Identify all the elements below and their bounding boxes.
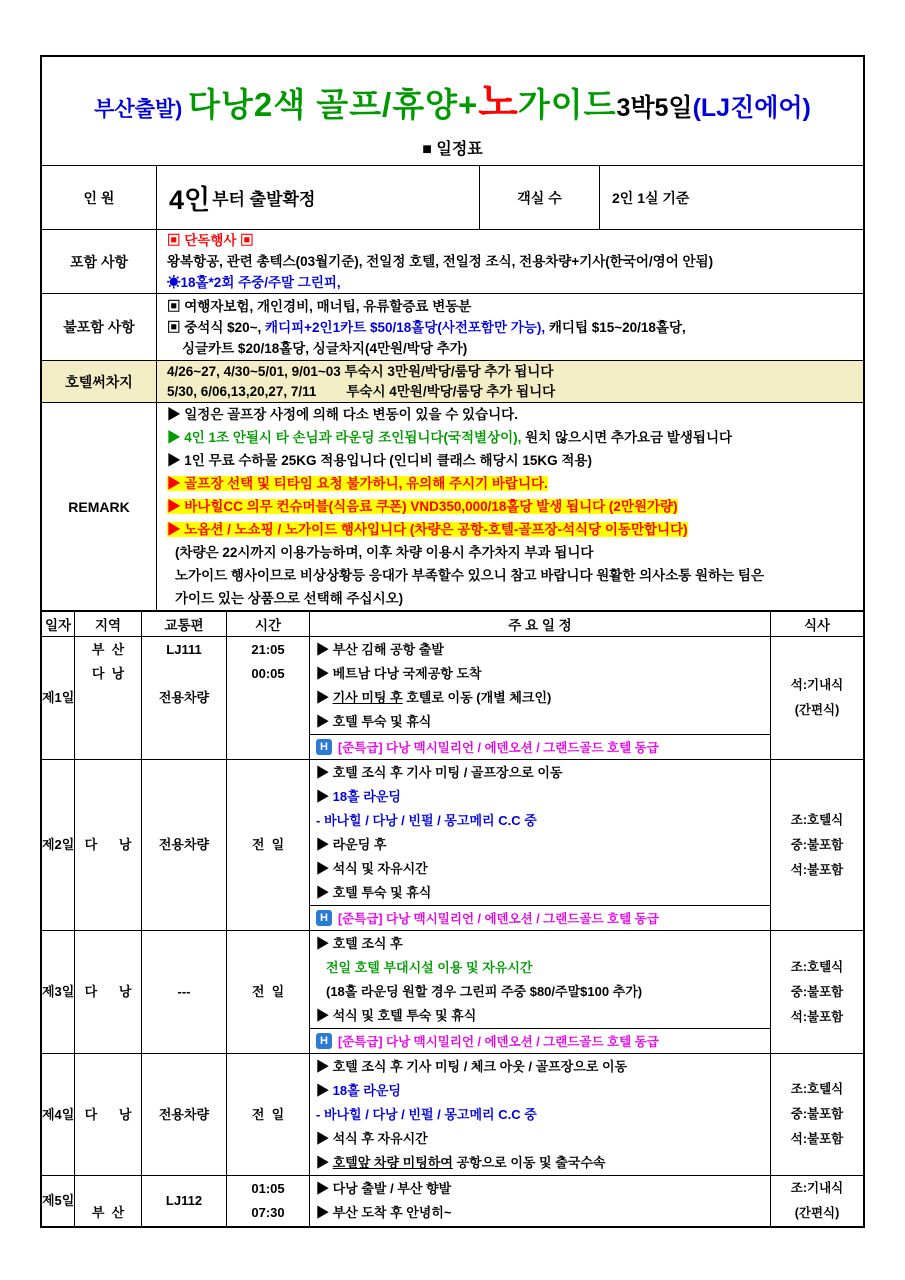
row-excluded bbox=[42, 293, 863, 360]
text-segment: ▶ 4인 1조 안될시 타 손님과 라운딩 조인됩니다(국적별상이), bbox=[167, 430, 522, 445]
text-segment: ▶ bbox=[316, 690, 333, 705]
meal-entry: 조:호텔식 bbox=[790, 1082, 844, 1096]
text-segment: ▶ 1인 무료 수하물 25KG 적용입니다 (인디비 클래스 해당시 15KG 적용) bbox=[167, 453, 592, 468]
day-region bbox=[75, 1054, 142, 1175]
meal-entry: 중:불포함 bbox=[790, 1107, 844, 1121]
schedule-line bbox=[316, 686, 766, 710]
schedule-line bbox=[316, 710, 766, 734]
day-time bbox=[227, 637, 310, 759]
people-label: 인 원 bbox=[42, 166, 157, 229]
day-number-value: 제1일 bbox=[42, 690, 75, 705]
day-transport-value: --- bbox=[177, 984, 191, 999]
day-number-value: 제4일 bbox=[42, 1106, 75, 1122]
day-schedule-lines bbox=[310, 1054, 770, 1175]
day-meals bbox=[771, 1176, 863, 1226]
text-segment: 호텔앞 차량 미팅하여 bbox=[332, 1155, 453, 1170]
text-segment: 캐디팁 $15~20/18홀당, bbox=[545, 319, 686, 335]
schedule-header-row bbox=[42, 610, 863, 636]
hotel-grade-line bbox=[310, 734, 770, 759]
schedule-line bbox=[316, 881, 766, 905]
day-transport bbox=[142, 931, 227, 1053]
header-day: 일자 bbox=[42, 612, 75, 636]
day-row bbox=[42, 1175, 863, 1226]
title-main-green2: 가이드 bbox=[517, 86, 617, 123]
people-value bbox=[157, 166, 480, 229]
text-segment: 4/26~27, 4/30~5/01, 9/01~03 투숙시 3만원/박당/룸당 추가 됩니다 bbox=[167, 363, 554, 379]
meal-entry: 석:불포함 bbox=[790, 1009, 844, 1024]
header-region: 지역 bbox=[75, 612, 142, 636]
day-transport bbox=[142, 1054, 227, 1175]
day-row bbox=[42, 930, 863, 1053]
subtitle-schedule: ■ 일정표 bbox=[422, 141, 483, 158]
schedule-line bbox=[316, 662, 766, 686]
text-segment: ▶ 석식 및 호텔 투숙 및 휴식 bbox=[316, 1008, 477, 1023]
text-segment: ▶ 라운딩 후 bbox=[316, 837, 387, 852]
text-segment: 왕복항공, 관련 총텍스(03월기준), 전일정 호텔, 전일정 조식, 전용차량+기사(한국어/영어 안됨) bbox=[167, 254, 714, 269]
text-segment: ▶ 석식 후 자유시간 bbox=[316, 1131, 428, 1146]
text-segment: 싱글카트 $20/18홀당, 싱글차지(4만원/박당 추가) bbox=[167, 340, 468, 356]
schedule-line bbox=[316, 638, 766, 662]
day-main-schedule bbox=[310, 1176, 771, 1226]
remark-line bbox=[167, 472, 857, 495]
schedule-line bbox=[316, 1201, 766, 1225]
day-number-value: 제2일 bbox=[42, 837, 75, 852]
day-region-value bbox=[75, 1177, 141, 1201]
room-label: 객실 수 bbox=[480, 166, 600, 229]
day-transport-value: 전용차량 bbox=[158, 1106, 210, 1122]
text-segment: 공항으로 이동 및 출국수속 bbox=[452, 1155, 606, 1170]
remark-line bbox=[167, 495, 857, 518]
text-segment: ▣ 여행자보험, 개인경비, 매너팁, 유류할증료 변동분 bbox=[167, 298, 472, 314]
hotel-icon: H bbox=[316, 1033, 332, 1049]
day-meals bbox=[771, 1054, 863, 1175]
day-row bbox=[42, 759, 863, 930]
day-schedule-lines bbox=[310, 637, 770, 734]
meal-entry: 중:불포함 bbox=[790, 984, 844, 999]
schedule-line bbox=[316, 809, 766, 833]
day-time-value: 01:05 bbox=[251, 1181, 285, 1196]
remark-line bbox=[167, 426, 857, 449]
surcharge-content bbox=[157, 361, 863, 402]
day-number-value: 제5일 bbox=[42, 1193, 75, 1208]
remark-line bbox=[167, 518, 857, 541]
schedule-line bbox=[316, 1103, 766, 1127]
day-meals bbox=[771, 931, 863, 1053]
text-segment: ▶ 호텔 투숙 및 휴식 bbox=[316, 885, 432, 900]
text-segment: ▶ 노옵션 / 노쇼핑 / 노가이드 행사입니다 (차량은 공항-호텔-골프장-석식당 이동만합니다) bbox=[167, 522, 688, 537]
day-number bbox=[42, 1176, 75, 1226]
remark-content bbox=[157, 403, 863, 610]
text-segment: 기사 미팅 후 bbox=[332, 690, 403, 705]
day-time bbox=[227, 931, 310, 1053]
row-remark bbox=[42, 402, 863, 610]
text-segment: ▶ 골프장 선택 및 티타임 요청 불가하니, 유의해 주시기 바랍니다. bbox=[167, 476, 548, 491]
day-number bbox=[42, 760, 75, 930]
text-segment: 전일 호텔 부대시설 이용 및 자유시간 bbox=[326, 960, 533, 975]
day-time-value: 전 일 bbox=[251, 1106, 285, 1122]
room-value: 2인 1실 기준 bbox=[612, 189, 690, 206]
remark-line bbox=[167, 403, 857, 426]
day-row bbox=[42, 636, 863, 759]
day-region bbox=[75, 1176, 142, 1226]
schedule-line bbox=[316, 1004, 766, 1028]
header-transport: 교통편 bbox=[142, 612, 227, 636]
hotel-icon: H bbox=[316, 910, 332, 926]
schedule-line bbox=[316, 932, 766, 956]
day-number bbox=[42, 1054, 75, 1175]
included-line bbox=[167, 230, 857, 251]
title-block bbox=[42, 57, 863, 165]
day-transport-value: LJ111 bbox=[166, 642, 202, 657]
day-transport bbox=[142, 1176, 227, 1226]
meal-entry: 석:기내식 bbox=[790, 678, 844, 692]
text-segment: 18홀 라운딩 bbox=[332, 789, 401, 804]
text-segment: ▶ 호텔 투숙 및 휴식 bbox=[316, 714, 432, 729]
text-segment: 원치 않으시면 추가요금 발생됩니다 bbox=[521, 430, 733, 445]
day-meals bbox=[771, 637, 863, 759]
surcharge-line bbox=[167, 382, 857, 402]
meal-entry: 조:호텔식 bbox=[790, 812, 844, 827]
title-main-green1: 다낭2색 골프/휴양+ bbox=[188, 86, 479, 123]
excluded-line bbox=[167, 317, 857, 338]
hotel-grade-text: [준특급] 다낭 맥시밀리언 / 에덴오션 / 그랜드골드 호텔 동급 bbox=[338, 912, 659, 926]
text-segment: 가이드 있는 상품으로 선택해 주십시오) bbox=[175, 591, 404, 606]
day-transport-value bbox=[142, 662, 226, 686]
people-count: 4인 bbox=[169, 185, 211, 215]
day-meals bbox=[771, 760, 863, 930]
hotel-grade-text: [준특급] 다낭 맥시밀리언 / 에덴오션 / 그랜드골드 호텔 동급 bbox=[338, 1035, 659, 1049]
day-schedule-lines bbox=[310, 931, 770, 1028]
day-region-value: 다 낭 bbox=[84, 984, 132, 999]
surcharge-label: 호텔써차지 bbox=[42, 361, 157, 402]
title-departure: 부산출발) bbox=[94, 98, 189, 121]
header-meal: 식사 bbox=[803, 618, 831, 633]
day-region-value: 부 산 bbox=[91, 642, 125, 657]
header-main: 주 요 일 정 bbox=[310, 612, 771, 636]
schedule-line bbox=[316, 785, 766, 809]
day-row bbox=[42, 1053, 863, 1175]
text-segment: 5/30, 6/06,13,20,27, 7/11 투숙시 4만원/박당/룸당 추가 됩니다 bbox=[167, 383, 556, 399]
excluded-label: 불포함 사항 bbox=[42, 294, 157, 360]
meal-entry: 석:불포함 bbox=[790, 1132, 844, 1146]
day-transport bbox=[142, 760, 227, 930]
day-transport-value: 전용차량 bbox=[158, 837, 210, 852]
day-transport-value: 전용차량 bbox=[158, 690, 210, 705]
remark-line bbox=[167, 449, 857, 472]
text-segment: 캐디피+2인1카트 $50/18홀당(사전포함만 가능), bbox=[265, 319, 546, 335]
itinerary-document bbox=[40, 55, 865, 1228]
text-segment: 호텔로 이동 (개별 체크인) bbox=[402, 690, 552, 705]
text-segment: ▶ 호텔 조식 후 bbox=[316, 936, 403, 951]
excluded-line bbox=[167, 338, 857, 359]
day-time bbox=[227, 1176, 310, 1226]
text-segment: ▶ bbox=[316, 1083, 333, 1098]
text-segment: (차량은 22시까지 이용가능하며, 이후 차량 이용시 추가차지 부과 됩니다 bbox=[175, 545, 594, 560]
hotel-grade-text: [준특급] 다낭 맥시밀리언 / 에덴오션 / 그랜드골드 호텔 동급 bbox=[338, 741, 659, 755]
day-schedule-lines bbox=[310, 760, 770, 905]
remark-line bbox=[167, 587, 857, 610]
meal-entry: (간편식) bbox=[794, 1206, 840, 1220]
day-region bbox=[75, 637, 142, 759]
meal-entry: 조:호텔식 bbox=[790, 959, 844, 974]
text-segment: - 바나힐 / 다낭 / 빈펄 / 몽고메리 C.C 중 bbox=[316, 1107, 537, 1122]
meal-entry: 조:기내식 bbox=[790, 1181, 844, 1195]
text-segment: (18홀 라운딩 원할 경우 그린피 주중 $80/주말$100 추가) bbox=[326, 984, 643, 999]
header-time: 시간 bbox=[227, 612, 310, 636]
text-segment: ▣ 중석식 $20~, bbox=[167, 319, 266, 335]
row-surcharge bbox=[42, 360, 863, 402]
meal-entry: 중:불포함 bbox=[790, 837, 844, 852]
text-segment: ▶ bbox=[316, 789, 333, 804]
row-people bbox=[42, 165, 863, 229]
text-segment: ▶ 일정은 골프장 사정에 의해 다소 변동이 있을 수 있습니다. bbox=[167, 407, 518, 422]
day-main-schedule bbox=[310, 760, 771, 930]
schedule-line bbox=[316, 1151, 766, 1175]
day-number bbox=[42, 637, 75, 759]
day-main-schedule bbox=[310, 931, 771, 1053]
included-line bbox=[167, 251, 857, 272]
text-segment: 노가이드 행사이므로 비상상황등 응대가 부족할수 있으니 참고 바랍니다 원활한 의사소통 원하는 팀은 bbox=[175, 568, 764, 583]
day-time bbox=[227, 760, 310, 930]
day-region-value: 부 산 bbox=[91, 1205, 125, 1220]
day-region-value: 다 낭 bbox=[91, 666, 125, 681]
day-region bbox=[75, 760, 142, 930]
meal-entry: 석:불포함 bbox=[790, 862, 844, 877]
schedule-days bbox=[42, 636, 863, 1226]
title-main-red: 노 bbox=[478, 79, 518, 125]
day-time-value: 전 일 bbox=[251, 984, 285, 999]
day-time bbox=[227, 1054, 310, 1175]
schedule-line bbox=[316, 1177, 766, 1201]
text-segment: ▶ bbox=[316, 1155, 333, 1170]
day-region-value: 다 낭 bbox=[84, 837, 132, 852]
text-segment: ▶ 호텔 조식 후 기사 미팅 / 체크 아웃 / 골프장으로 이동 bbox=[316, 1059, 628, 1074]
text-segment: ▶ 베트남 다낭 국제공항 도착 bbox=[316, 666, 482, 681]
text-segment: ▶ 다낭 출발 / 부산 향발 bbox=[316, 1181, 452, 1196]
schedule-line bbox=[316, 857, 766, 881]
day-region bbox=[75, 931, 142, 1053]
excluded-line bbox=[167, 296, 857, 317]
schedule-line bbox=[316, 980, 766, 1004]
hotel-grade-line bbox=[310, 905, 770, 930]
row-included bbox=[42, 229, 863, 293]
included-content bbox=[157, 230, 863, 293]
text-segment: ▶ 석식 및 자유시간 bbox=[316, 861, 428, 876]
remark-line bbox=[167, 564, 857, 587]
people-confirm: 부터 출발확정 bbox=[212, 190, 316, 209]
day-transport-value: LJ112 bbox=[165, 1193, 203, 1208]
title-airline: (LJ진에어) bbox=[692, 94, 811, 122]
excluded-content bbox=[157, 294, 863, 360]
text-segment: ▶ 호텔 조식 후 기사 미팅 / 골프장으로 이동 bbox=[316, 765, 563, 780]
day-main-schedule bbox=[310, 637, 771, 759]
schedule-line bbox=[316, 761, 766, 785]
day-time-value: 00:05 bbox=[251, 666, 285, 681]
day-schedule-lines bbox=[310, 1176, 770, 1226]
schedule-line bbox=[316, 1055, 766, 1079]
schedule-line bbox=[316, 956, 766, 980]
surcharge-line bbox=[167, 362, 857, 382]
day-transport bbox=[142, 637, 227, 759]
text-segment: ▶ 바나힐CC 의무 컨슈머블(식음료 쿠폰) VND350,000/18홀당 발생 됩니다 (2만원가량) bbox=[167, 499, 678, 514]
page-title bbox=[42, 69, 863, 128]
schedule-line bbox=[316, 1079, 766, 1103]
title-duration: 3박5일 bbox=[616, 94, 693, 122]
remark-label: REMARK bbox=[42, 403, 157, 610]
hotel-grade-line bbox=[310, 1028, 770, 1053]
hotel-icon: H bbox=[316, 739, 332, 755]
day-main-schedule bbox=[310, 1054, 771, 1175]
included-line bbox=[167, 272, 857, 293]
text-segment: ▣ 단독행사 ▣ bbox=[167, 233, 254, 248]
text-segment: 18홀 라운딩 bbox=[332, 1083, 401, 1098]
text-segment: - 바나힐 / 다낭 / 빈펄 / 몽고메리 C.C 중 bbox=[316, 813, 537, 828]
schedule-line bbox=[316, 833, 766, 857]
remark-line bbox=[167, 541, 857, 564]
schedule-line bbox=[316, 1127, 766, 1151]
text-segment: ☀18홀*2회 주중/주말 그린피, bbox=[167, 275, 341, 290]
day-time-value: 07:30 bbox=[251, 1205, 285, 1220]
text-segment: ▶ 부산 도착 후 안녕히~ bbox=[316, 1205, 452, 1220]
meal-entry: (간편식) bbox=[794, 703, 840, 717]
day-time-value: 21:05 bbox=[251, 642, 285, 657]
included-label: 포함 사항 bbox=[42, 230, 157, 293]
day-number bbox=[42, 931, 75, 1053]
day-number-value: 제3일 bbox=[42, 984, 75, 999]
text-segment: ▶ 부산 김해 공항 출발 bbox=[316, 642, 444, 657]
day-region-value: 다 낭 bbox=[84, 1106, 132, 1122]
day-time-value: 전 일 bbox=[251, 837, 285, 852]
